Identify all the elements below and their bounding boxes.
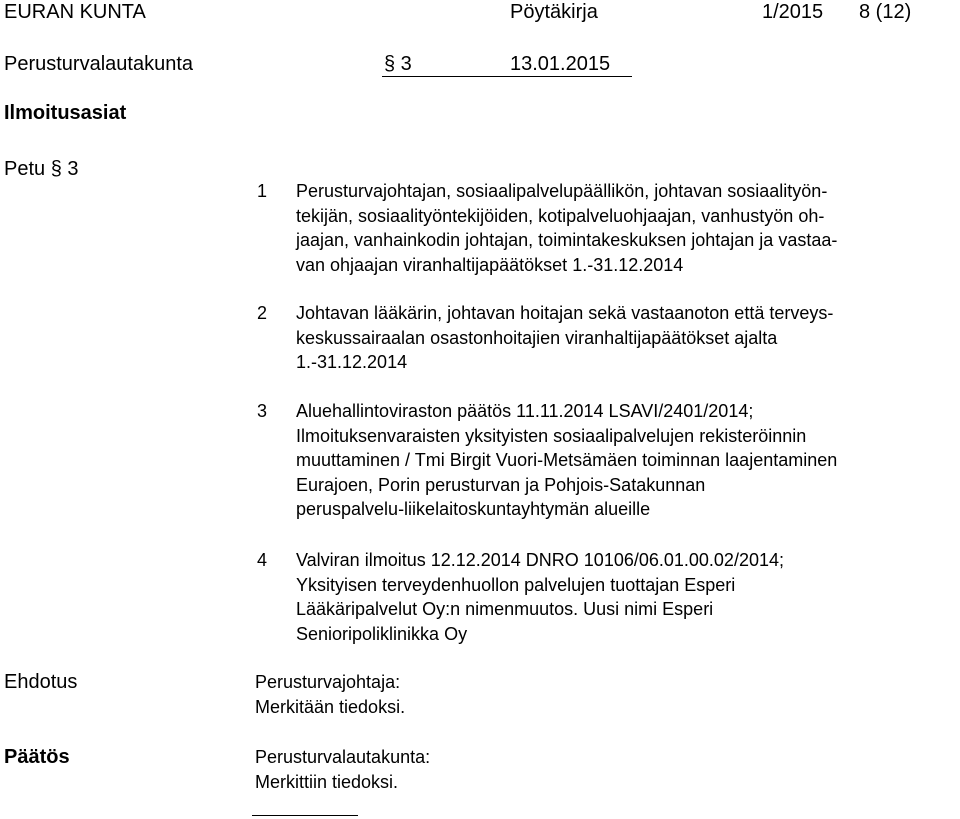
item-number: 1	[257, 181, 268, 201]
item-line: Yksityisen terveydenhuollon palvelujen tuottajan Esperi	[296, 574, 736, 595]
item-line: Valviran ilmoitus 12.12.2014 DNRO 10106/06.01.00.02/2014;	[296, 550, 784, 570]
decision-label: Päätös	[4, 746, 70, 768]
header-underline	[382, 76, 632, 77]
page-number: 8 (12)	[859, 1, 912, 23]
item-line: Perusturvajohtajan, sosiaalipalvelupäällikön, johtavan sosiaalityön-	[296, 181, 828, 201]
closing-rule	[252, 815, 358, 816]
item-line: jaajan, vanhainkodin johtajan, toimintakeskuksen johtajan ja vastaa-	[296, 230, 838, 250]
document-number: 1/2015	[762, 1, 824, 23]
item-line: van ohjaajan viranhaltijapäätökset 1.-31.12.2014	[296, 254, 684, 275]
item-text	[296, 548, 784, 646]
item-line: peruspalvelu-liikelaitoskuntayhtymän alueille	[296, 499, 651, 519]
item-line: Lääkäripalvelut Oy:n nimenmuutos. Uusi nimi Esperi	[296, 599, 714, 619]
item-line: Ilmoituksenvaraisten yksityisten sosiaalipalvelujen rekisteröinnin	[296, 425, 807, 446]
item-line: tekijän, sosiaalityöntekijöiden, kotipalveluohjaajan, vanhustyön oh-	[296, 205, 825, 226]
proposal-text	[255, 670, 405, 719]
case-reference: Petu § 3	[4, 158, 79, 180]
decision-line: Merkittiin tiedoksi.	[255, 771, 399, 792]
committee-name: Perusturvalautakunta	[4, 53, 194, 75]
section-title: Ilmoitusasiat	[4, 102, 127, 124]
item-line: Johtavan lääkärin, johtavan hoitajan sekä vastaanoton että terveys-	[296, 303, 834, 323]
item-line: 1.-31.12.2014	[296, 352, 408, 372]
item-text	[296, 179, 837, 277]
item-line: Aluehallintoviraston päätös 11.11.2014 LSAVI/2401/2014;	[296, 401, 754, 421]
item-line: keskussairaalan osastonhoitajien viranhaltijapäätökset ajalta	[296, 327, 778, 348]
item-text	[296, 399, 837, 522]
municipality-name: EURAN KUNTA	[4, 1, 146, 23]
proposal-label: Ehdotus	[4, 671, 78, 693]
decision-text	[255, 745, 430, 794]
item-number: 3	[257, 401, 268, 421]
item-number: 2	[257, 303, 268, 323]
item-text	[296, 301, 833, 375]
item-line: Eurajoen, Porin perusturvan ja Pohjois-Satakunnan	[296, 474, 706, 495]
item-line: Senioripoliklinikka Oy	[296, 623, 468, 644]
proposal-line: Merkitään tiedoksi.	[255, 696, 406, 717]
meeting-date: 13.01.2015	[510, 53, 611, 75]
section-mark: § 3	[384, 53, 412, 75]
item-line: muuttaminen / Tmi Birgit Vuori-Metsämäen toiminnan laajentaminen	[296, 450, 838, 470]
document-type: Pöytäkirja	[510, 1, 598, 23]
decision-line: Perusturvalautakunta:	[255, 747, 431, 767]
item-number: 4	[257, 550, 268, 570]
proposal-line: Perusturvajohtaja:	[255, 672, 401, 692]
